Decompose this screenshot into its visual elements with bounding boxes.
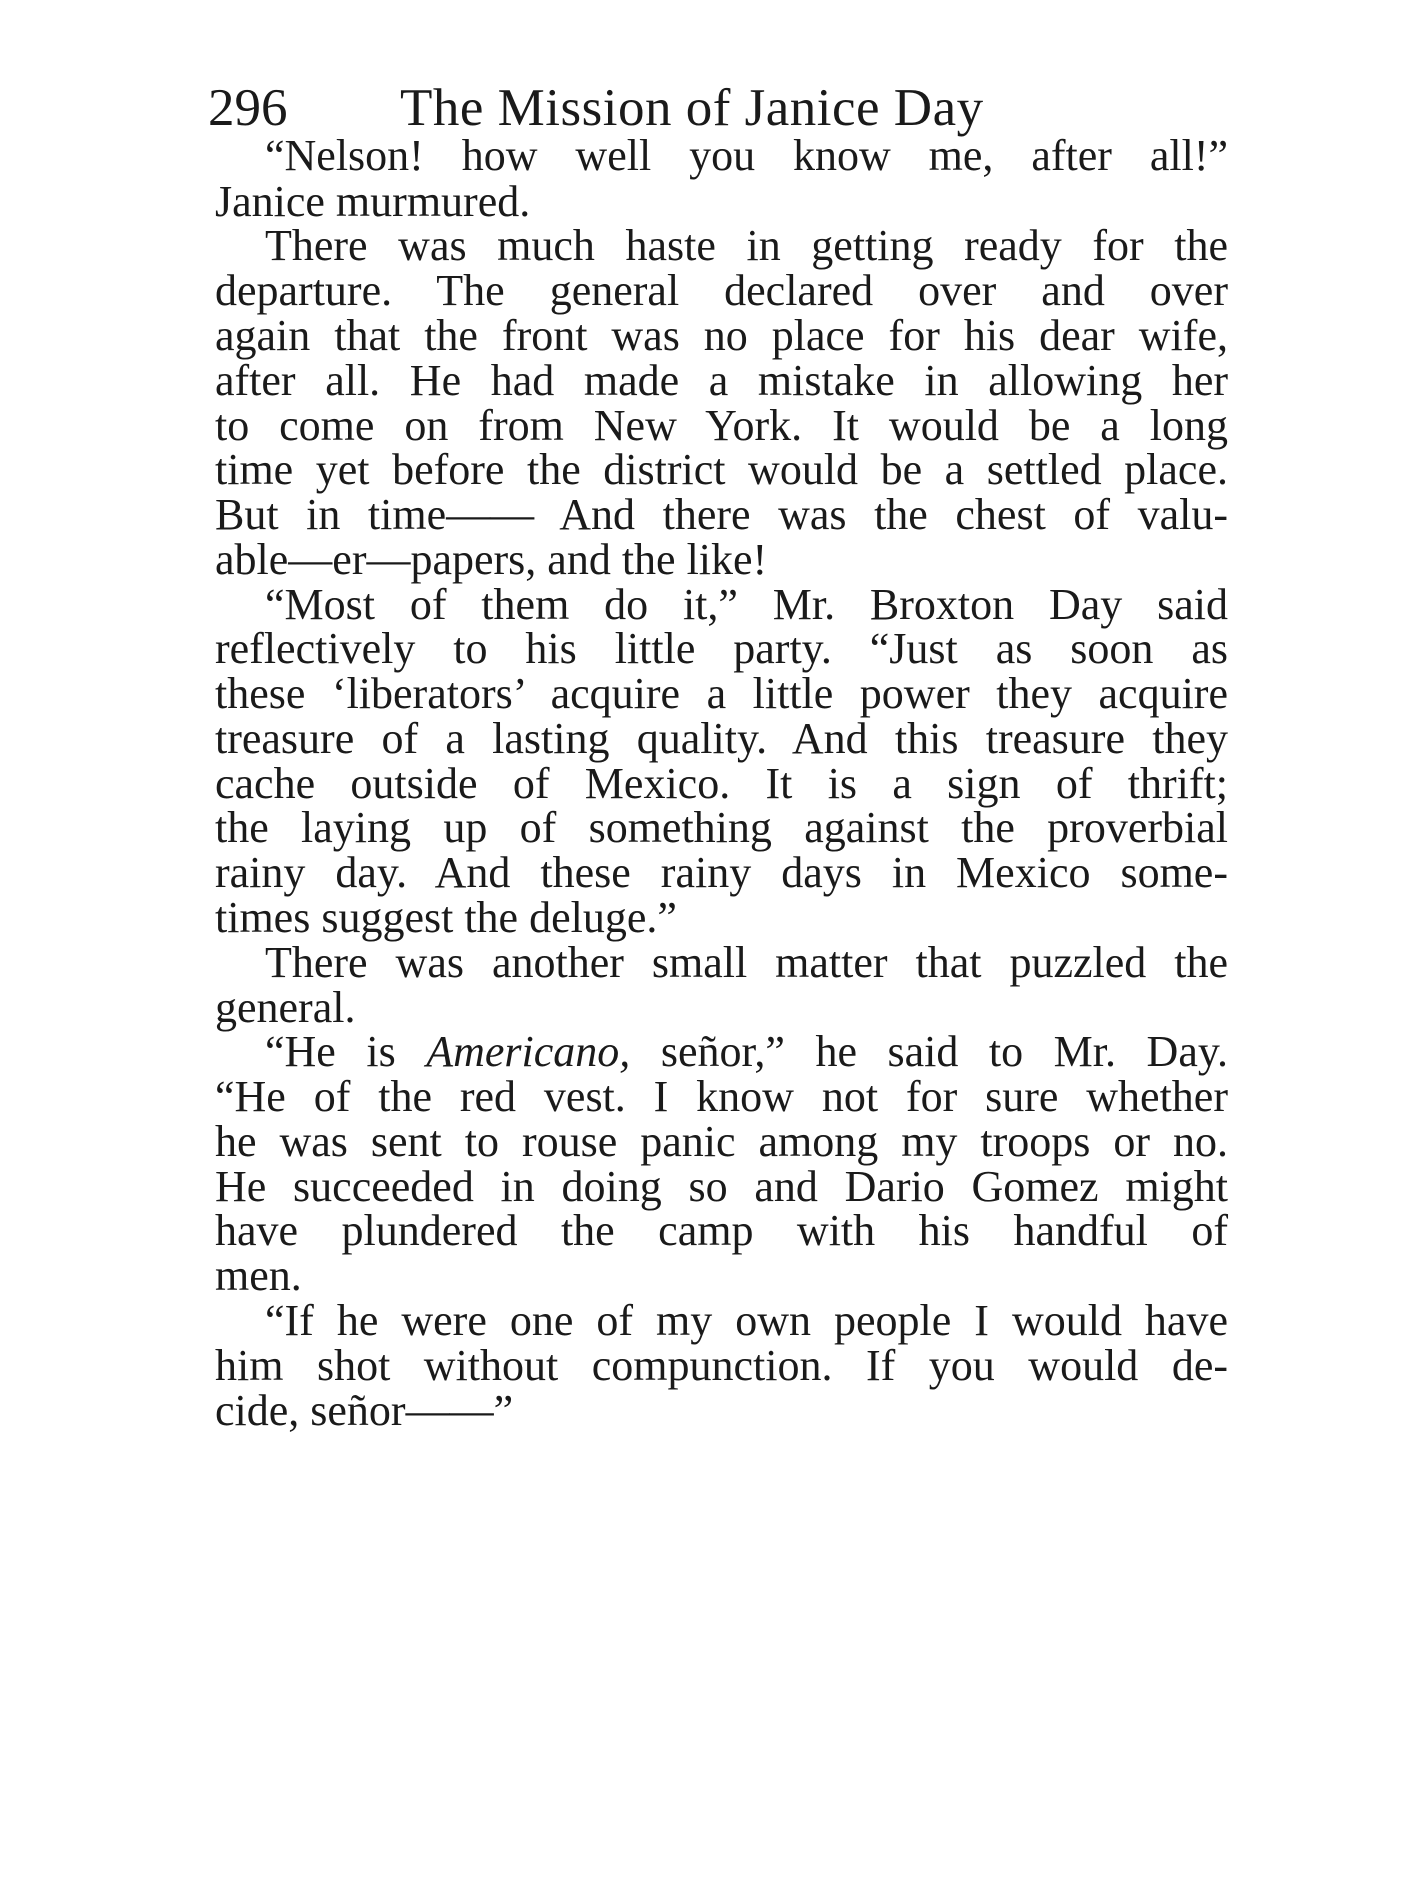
text-line: “If he were one of my own people I would have xyxy=(265,1296,1228,1345)
text-line: departure. The general declared over and over xyxy=(215,266,1228,315)
text-line: rainy day. And these rainy days in Mexico some- xyxy=(215,848,1228,897)
text-line: after all. He had made a mistake in allowing her xyxy=(215,356,1228,405)
text-line: general. xyxy=(215,983,356,1032)
text-line: have plundered the camp with his handful of xyxy=(215,1206,1228,1255)
text-line: to come on from New York. It would be a long xyxy=(215,401,1228,450)
text-line: he was sent to rouse panic among my troops or no. xyxy=(215,1117,1228,1166)
text-line: Janice murmured. xyxy=(215,177,531,226)
text-line: “He of the red vest. I know not for sure whether xyxy=(215,1072,1228,1121)
text-line: again that the front was no place for his dear wife, xyxy=(215,311,1228,360)
text-line: There was much haste in getting ready for the xyxy=(265,221,1228,270)
text-line: time yet before the district would be a settled place. xyxy=(215,445,1228,494)
page-number: 296 xyxy=(208,79,288,137)
text-line: He succeeded in doing so and Dario Gomez might xyxy=(215,1162,1228,1211)
running-title: The Mission of Janice Day xyxy=(400,79,984,137)
text-line: times suggest the deluge.” xyxy=(215,893,677,942)
text-line: There was another small matter that puzzled the xyxy=(265,938,1228,987)
text-line: “Most of them do it,” Mr. Broxton Day said xyxy=(265,580,1228,629)
text-line: reflectively to his little party. “Just as soon as xyxy=(215,624,1228,673)
text-line: cache outside of Mexico. It is a sign of thrift; xyxy=(215,759,1228,808)
text-line: treasure of a lasting quality. And this treasure they xyxy=(215,714,1228,763)
text-line: “Nelson! how well you know me, after all!” xyxy=(265,131,1228,180)
line-segment: señor,” he said to Mr. Day. xyxy=(630,1027,1228,1076)
line-segment: “He is xyxy=(265,1027,427,1076)
text-line: these ‘liberators’ acquire a little power they acquire xyxy=(215,669,1228,718)
text-line: the laying up of something against the proverbial xyxy=(215,803,1228,852)
italic-word: Americano, xyxy=(426,1027,631,1076)
text-line: him shot without compunction. If you would de- xyxy=(215,1341,1228,1390)
text-line: men. xyxy=(215,1251,302,1300)
text-line: able—er—papers, and the like! xyxy=(215,535,768,584)
text-line: But in time—— And there was the chest of valu- xyxy=(215,490,1228,539)
text-line: cide, señor——” xyxy=(215,1386,514,1435)
